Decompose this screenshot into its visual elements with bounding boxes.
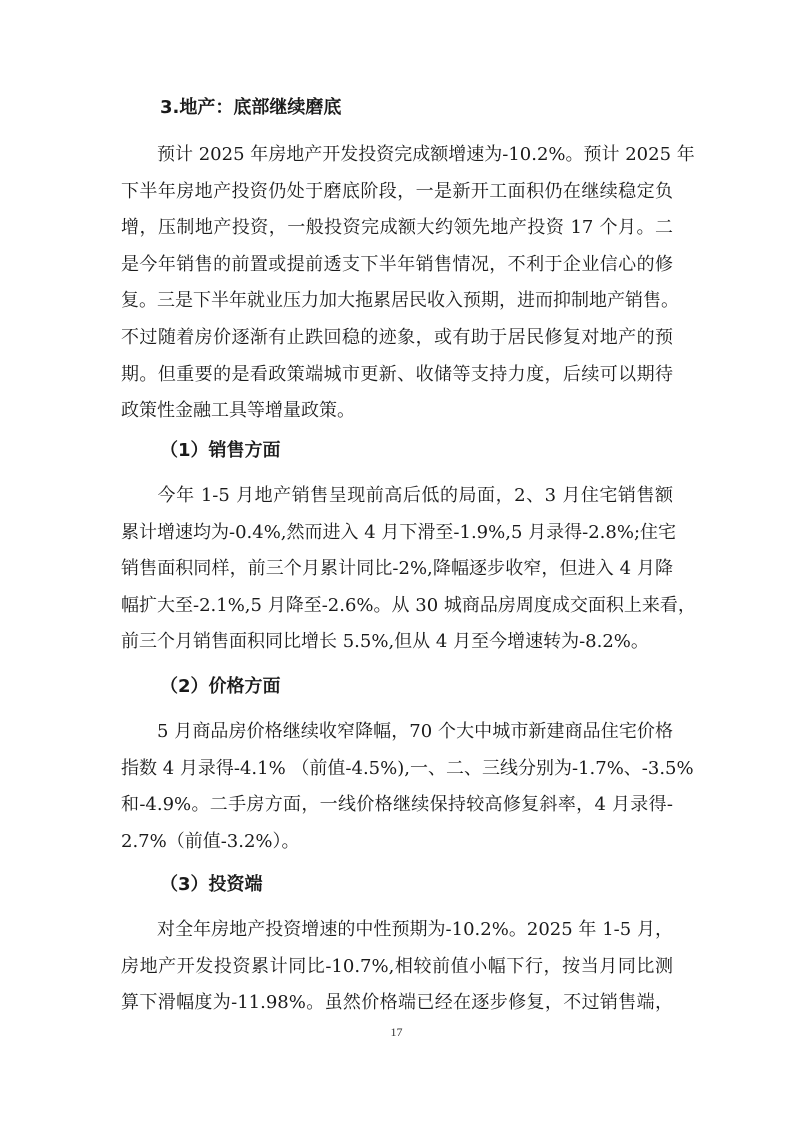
paragraph-line: 算下滑幅度为-11.98%。虽然价格端已经在逐步修复，不过销售端， bbox=[121, 992, 673, 1014]
paragraph-line: 期。但重要的是看政策端城市更新、收储等支持力度，后续可以期待 bbox=[121, 363, 673, 385]
paragraph-line: 今年 1-5 月地产销售呈现前高后低的局面，2、3 月住宅销售额 bbox=[157, 485, 673, 506]
page-number: 17 bbox=[390, 1025, 403, 1039]
price-heading: （2）价格方面 bbox=[160, 676, 281, 697]
paragraph-line: 2.7%（前值-3.2%）。 bbox=[121, 830, 300, 852]
paragraph-line: 下半年房地产投资仍处于磨底阶段，一是新开工面积仍在继续稳定负 bbox=[121, 180, 673, 202]
paragraph-line: 对全年房地产投资增速的中性预期为-10.2%。2025 年 1-5 月， bbox=[157, 919, 673, 940]
paragraph-line: 增，压制地产投资，一般投资完成额大约领先地产投资 17 个月。二 bbox=[121, 217, 673, 239]
paragraph-line: 和-4.9%。二手房方面，一线价格继续保持较高修复斜率，4 月录得- bbox=[121, 794, 673, 816]
paragraph-line: 不过随着房价逐渐有止跌回稳的迹象，或有助于居民修复对地产的预 bbox=[121, 326, 673, 348]
paragraph-line: 是今年销售的前置或提前透支下半年销售情况，不利于企业信心的修 bbox=[121, 253, 673, 275]
paragraph-line: 累计增速均为-0.4%,然而进入 4 月下滑至-1.9%,5 月录得-2.8%;住宅 bbox=[121, 521, 677, 543]
sales-heading: （1）销售方面 bbox=[160, 440, 281, 461]
paragraph-line: 销售面积同样，前三个月累计同比-2%,降幅逐步收窄，但进入 4 月降 bbox=[121, 558, 673, 580]
paragraph-line: 房地产开发投资累计同比-10.7%,相较前值小幅下行，按当月同比测 bbox=[121, 955, 673, 977]
price-paragraph bbox=[121, 714, 694, 860]
sales-paragraph bbox=[121, 478, 696, 661]
paragraph-line: 预计 2025 年房地产开发投资完成额增速为-10.2%。预计 2025 年 bbox=[157, 144, 695, 165]
investment-paragraph bbox=[121, 912, 673, 1022]
paragraph-line: 前三个月销售面积同比增长 5.5%,但从 4 月至今增速转为-8.2%。 bbox=[121, 631, 649, 653]
paragraph-line: 幅扩大至-2.1%,5 月降至-2.6%。从 30 城商品房周度成交面积上来看， bbox=[121, 594, 696, 616]
intro-paragraph bbox=[121, 137, 695, 430]
paragraph-line: 复。三是下半年就业压力加大拖累居民收入预期，进而抑制地产销售。 bbox=[121, 290, 679, 312]
paragraph-line: 政策性金融工具等增量政策。 bbox=[121, 400, 355, 422]
investment-heading: （3）投资端 bbox=[160, 874, 263, 895]
paragraph-line: 指数 4 月录得-4.1% （前值-4.5%),一、二、三线分别为-1.7%、-3.5% bbox=[121, 757, 694, 779]
paragraph-line: 5 月商品房价格继续收窄降幅，70 个大中城市新建商品住宅价格 bbox=[157, 721, 673, 742]
section-heading: 3.地产：底部继续磨底 bbox=[160, 97, 342, 118]
